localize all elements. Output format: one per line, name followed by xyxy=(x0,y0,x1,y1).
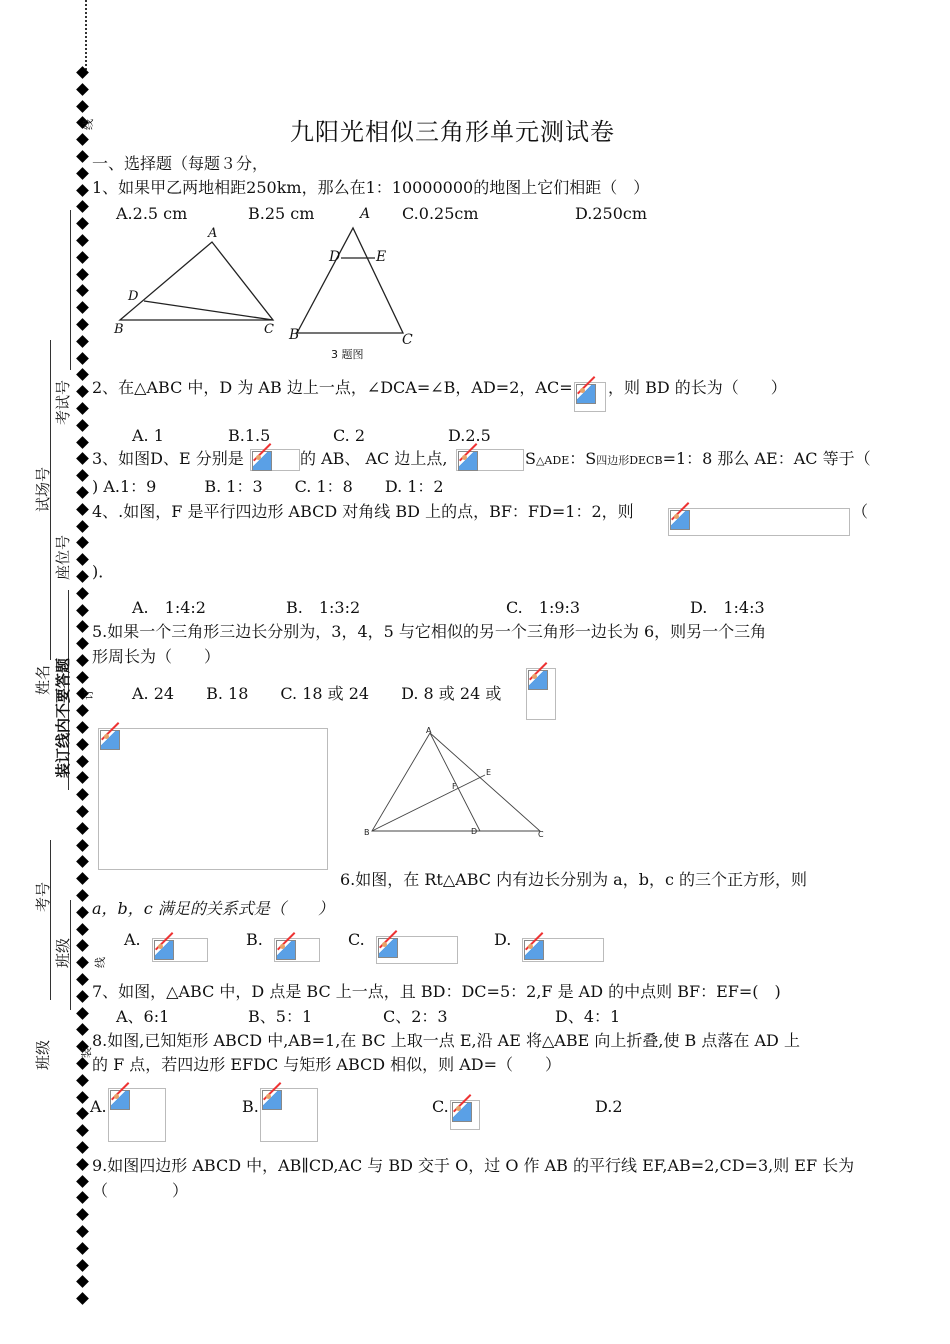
q3-ratio: S△ADE：S四边形DECB=1：8 那么 AE：AC 等于（ xyxy=(525,449,871,468)
binding-diamond xyxy=(76,923,89,936)
binding-diamond xyxy=(76,856,89,869)
binding-diamond xyxy=(76,1108,89,1121)
binding-diamond xyxy=(76,738,89,751)
binding-diamond xyxy=(76,318,89,331)
q9-line-2: （ ） xyxy=(92,1181,189,1200)
q3-options: ) A.1：9 B. 1：3 C. 1：8 D. 1：2 xyxy=(92,477,444,496)
margin-label-exam-id: 考号 xyxy=(34,881,52,912)
binding-diamond xyxy=(76,452,89,465)
fig3-label-f: F xyxy=(452,782,457,791)
binding-diamond xyxy=(76,419,89,432)
binding-diamond xyxy=(76,1007,89,1020)
fig3-label-c: C xyxy=(538,830,544,839)
binding-diamond xyxy=(76,570,89,583)
q1-opt-a: A.2.5 cm xyxy=(116,204,188,223)
triangle-figure-2 xyxy=(285,200,425,365)
binding-diamond xyxy=(76,335,89,348)
binding-diamond xyxy=(76,486,89,499)
binding-diamond xyxy=(76,704,89,717)
binding-diamond xyxy=(76,990,89,1003)
q7-opt-d: D、4：1 xyxy=(555,1007,621,1026)
q4-opt-d: D. 1:4:3 xyxy=(690,598,765,617)
page-title: 九阳光相似三角形单元测试卷 xyxy=(290,118,615,146)
q1-opt-b: B.25 cm xyxy=(248,204,315,223)
binding-diamond xyxy=(76,956,89,969)
binding-diamond xyxy=(76,520,89,533)
q5-formula-image xyxy=(526,668,556,720)
binding-diamond xyxy=(76,301,89,314)
q2-opt-d: D.2.5 xyxy=(448,426,491,445)
q6-line-2: a，b，c 满足的关系式是（ ） xyxy=(92,899,334,918)
q2-opt-b: B.1.5 xyxy=(228,426,271,445)
fig2-label-b: B xyxy=(289,327,300,343)
binding-diamond xyxy=(76,1024,89,1037)
margin-mini-line-2: 线 xyxy=(94,957,107,968)
margin-label-exam-no: 考试号 xyxy=(54,379,72,425)
q4-opt-b: B. 1:3:2 xyxy=(286,598,361,617)
section-heading: 一、选择题（每题３分， xyxy=(92,154,269,173)
binding-diamond xyxy=(76,352,89,365)
binding-diamond xyxy=(76,872,89,885)
binding-diamond xyxy=(76,1141,89,1154)
q8-opt-b-image xyxy=(260,1088,318,1142)
binding-diamond xyxy=(76,1242,89,1255)
binding-diamond xyxy=(76,1175,89,1188)
binding-diamond xyxy=(76,889,89,902)
binding-diamond xyxy=(76,973,89,986)
binding-diamond xyxy=(76,788,89,801)
margin-label-seat-no: 座位号 xyxy=(54,534,72,580)
q8-opt-b: B. xyxy=(242,1097,259,1116)
binding-diamond xyxy=(76,772,89,785)
q2-formula-image xyxy=(574,382,606,412)
triangle-figure-3 xyxy=(360,725,550,840)
q4-opt-c: C. 1:9:3 xyxy=(506,598,581,617)
q6-opt-d: D. xyxy=(494,930,512,949)
fig1-label-d: D xyxy=(128,289,139,304)
binding-diamond xyxy=(76,184,89,197)
binding-diamond xyxy=(76,368,89,381)
q3-stem-b: 的 AB、 AC 边上点, xyxy=(300,449,448,468)
binding-diamond xyxy=(76,251,89,264)
fig2-label-a: A xyxy=(360,206,371,222)
q8-line-1: 8.如图,已知矩形 ABCD 中,AB=1,在 BC 上取一点 E,沿 AE 将△ABE 向上折叠,使 B 点落在 AD 上 xyxy=(92,1031,800,1050)
q9-line-1: 9.如图四边形 ABCD 中，AB∥CD,AC 与 BD 交于 O，过 O 作 AB 的平行线 EF,AB=2,CD=3,则 EF 长为 xyxy=(92,1156,855,1175)
margin-mini-ding: 订 xyxy=(82,689,95,700)
q6-opt-c: C. xyxy=(348,930,365,949)
q7-stem: 7、如图，△ABC 中，D 点是 BC 上一点，且 BD：DC=5：2,F 是 AD 的中点则 BF：EF=( ) xyxy=(92,982,781,1001)
binding-diamond xyxy=(76,385,89,398)
fig1-label-b: B xyxy=(114,322,124,337)
binding-diamond xyxy=(76,201,89,214)
broken-image-icon xyxy=(100,730,120,750)
binding-diamond xyxy=(76,1225,89,1238)
q6-figure-image xyxy=(98,728,328,870)
binding-diamond xyxy=(76,671,89,684)
q8-opt-c: C. xyxy=(432,1097,449,1116)
q4-paren-open: （ xyxy=(852,502,869,521)
binding-diamond xyxy=(76,284,89,297)
q6-opt-c-image xyxy=(376,936,458,964)
q7-opt-a: A、6:1 xyxy=(116,1007,170,1026)
broken-image-icon xyxy=(110,1090,130,1110)
q7-opt-b: B、5：1 xyxy=(248,1007,313,1026)
margin-label-class-2: 班级 xyxy=(34,1039,52,1070)
margin-rule xyxy=(50,840,51,1000)
binding-diamond xyxy=(76,637,89,650)
margin-mini-line: 线 xyxy=(82,119,95,130)
binding-diamond xyxy=(76,1259,89,1272)
margin-mini-zhuang: 装 xyxy=(80,1047,93,1058)
binding-diamond xyxy=(76,1192,89,1205)
q8-opt-c-image xyxy=(450,1100,480,1130)
fig2-label-d: D xyxy=(329,249,341,265)
binding-diamond xyxy=(76,1276,89,1289)
binding-diamond xyxy=(76,469,89,482)
binding-diamond xyxy=(76,536,89,549)
q8-line-2: 的 F 点，若四边形 EFDC 与矩形 ABCD 相似，则 AD=（ ） xyxy=(92,1055,562,1074)
q8-opt-a-image xyxy=(108,1088,166,1142)
q2-stem-b: ，则 BD 的长为（ ） xyxy=(608,378,787,397)
q3-formula-image-2 xyxy=(456,449,524,471)
q5-line-2: 形周长为（ ） xyxy=(92,647,221,666)
margin-label-name: 姓名 xyxy=(34,664,52,695)
binding-diamond xyxy=(76,66,89,79)
fig1-label-c: C xyxy=(264,322,274,337)
broken-image-icon xyxy=(524,940,544,960)
fig1-label-a: A xyxy=(208,226,218,241)
q6-line-1: 6.如图，在 Rt△ABC 内有边长分别为 a，b，c 的三个正方形，则 xyxy=(340,870,807,889)
fig2-label-e: E xyxy=(376,249,387,265)
binding-diamond xyxy=(76,822,89,835)
binding-diamond xyxy=(76,1057,89,1070)
binding-diamond xyxy=(76,402,89,415)
q4-formula-image xyxy=(668,508,850,536)
binding-diamond xyxy=(76,133,89,146)
fig3-label-a: A xyxy=(426,726,432,735)
broken-image-icon xyxy=(262,1090,282,1110)
broken-image-icon xyxy=(452,1102,472,1122)
q4-opt-a: A. 1:4:2 xyxy=(132,598,206,617)
q5-options: A. 24 B. 18 C. 18 或 24 D. 8 或 24 或 xyxy=(132,684,502,703)
binding-diamond xyxy=(76,1208,89,1221)
binding-diamond xyxy=(76,1091,89,1104)
binding-diamond xyxy=(76,268,89,281)
q6-opt-d-image xyxy=(522,938,604,962)
broken-image-icon xyxy=(670,510,690,530)
binding-diamond xyxy=(76,654,89,667)
binding-diamond xyxy=(76,1074,89,1087)
q4-paren-close: )． xyxy=(92,562,115,581)
fig2-label-c: C xyxy=(402,332,413,348)
binding-diamond xyxy=(76,940,89,953)
q1-opt-c: C.0.25cm xyxy=(402,204,479,223)
q3-stem-a: 3、如图D、E 分别是 xyxy=(92,449,244,468)
fig3-label-e: E xyxy=(486,768,492,777)
q5-line-1: 5.如果一个三角形三边长分别为，3，4，5 与它相似的另一个三角形一边长为 6，则另一个三角 xyxy=(92,622,767,641)
margin-label-class: 班级 xyxy=(54,937,72,968)
q1-opt-d: D.250cm xyxy=(575,204,648,223)
binding-diamond xyxy=(76,234,89,247)
broken-image-icon xyxy=(458,451,478,471)
q6-opt-a: A. xyxy=(124,930,141,949)
binding-diamond xyxy=(76,604,89,617)
broken-image-icon xyxy=(252,451,272,471)
binding-diamond xyxy=(76,150,89,163)
q2-opt-a: A. 1 xyxy=(132,426,164,445)
q8-opt-d: D.2 xyxy=(595,1097,623,1116)
binding-diamond xyxy=(76,1292,89,1305)
q1-stem: 1、如果甲乙两地相距250km，那么在1：10000000的地图上它们相距（ ） xyxy=(92,178,650,197)
binding-diamond xyxy=(76,100,89,113)
fig3-label-d: D xyxy=(471,827,478,836)
q2-stem-a: 2、在△ABC 中，D 为 AB 边上一点，∠DCA=∠B，AD=2，AC= xyxy=(92,378,573,397)
binding-dotted-line xyxy=(85,0,91,70)
binding-diamond xyxy=(76,906,89,919)
q8-opt-a: A. xyxy=(90,1097,107,1116)
binding-diamond xyxy=(76,1124,89,1137)
q7-opt-c: C、2：3 xyxy=(383,1007,448,1026)
broken-image-icon xyxy=(154,940,174,960)
margin-label-exam-room: 试场号 xyxy=(34,466,52,512)
q4-stem: 4、.如图，F 是平行四边形 ABCD 对角线 BD 上的点，BF：FD=1：2，则 xyxy=(92,502,634,521)
binding-diamond xyxy=(76,436,89,449)
q6-opt-b-image xyxy=(274,938,320,962)
binding-diamond xyxy=(76,839,89,852)
q2-opt-c: C. 2 xyxy=(333,426,366,445)
broken-image-icon xyxy=(528,670,548,690)
q6-opt-b: B. xyxy=(246,930,263,949)
broken-image-icon xyxy=(576,384,596,404)
margin-label-no-answer: 装订线内不要答题 xyxy=(54,657,72,778)
binding-diamond xyxy=(76,1158,89,1171)
binding-diamond xyxy=(76,587,89,600)
binding-diamond xyxy=(76,217,89,230)
binding-diamond xyxy=(76,503,89,516)
q6-opt-a-image xyxy=(152,938,208,962)
binding-diamond xyxy=(76,805,89,818)
fig2-caption: 3 题图 xyxy=(331,348,364,361)
binding-diamond xyxy=(76,721,89,734)
broken-image-icon xyxy=(276,940,296,960)
fig3-label-b: B xyxy=(364,828,370,837)
triangle-figure-1 xyxy=(110,225,290,340)
binding-diamond xyxy=(76,167,89,180)
q3-formula-image-1 xyxy=(250,449,300,471)
binding-diamond xyxy=(76,755,89,768)
binding-diamond xyxy=(76,620,89,633)
binding-diamond xyxy=(76,83,89,96)
broken-image-icon xyxy=(378,938,398,958)
binding-diamond xyxy=(76,553,89,566)
margin-rule xyxy=(70,210,71,370)
